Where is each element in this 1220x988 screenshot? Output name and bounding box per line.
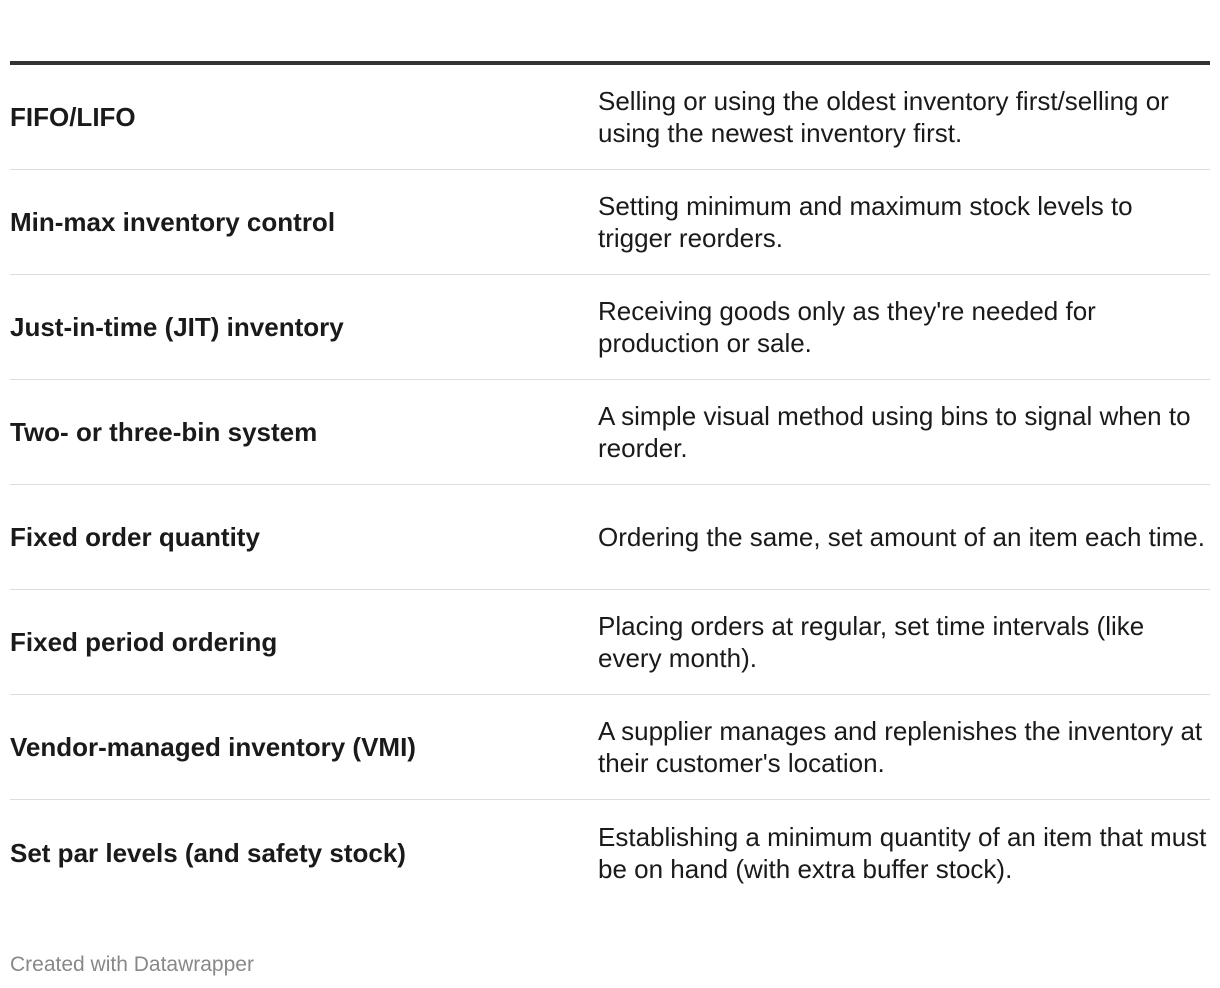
method-description: Setting minimum and maximum stock levels to trigger reorders. bbox=[598, 191, 1133, 253]
method-name: Two- or three-bin system bbox=[10, 417, 318, 447]
method-name: Vendor-managed inventory (VMI) bbox=[10, 732, 416, 762]
method-description: Selling or using the oldest inventory first/selling or using the newest inventory first. bbox=[598, 86, 1169, 148]
table-row bbox=[10, 275, 1210, 380]
inventory-methods-table bbox=[10, 61, 1210, 905]
table-row bbox=[10, 65, 1210, 170]
method-name: Fixed period ordering bbox=[10, 627, 278, 657]
method-description: Placing orders at regular, set time intervals (like every month). bbox=[598, 611, 1145, 673]
datawrapper-credit: Created with Datawrapper bbox=[10, 953, 254, 976]
method-name: Min-max inventory control bbox=[10, 207, 336, 237]
method-description: A supplier manages and replenishes the inventory at their customer's location. bbox=[598, 716, 1203, 778]
table-row bbox=[10, 590, 1210, 695]
method-name: FIFO/LIFO bbox=[10, 102, 136, 132]
method-name: Fixed order quantity bbox=[10, 522, 260, 552]
method-description: Establishing a minimum quantity of an item that must be on hand (with extra buffer stock). bbox=[598, 821, 1207, 884]
method-description: A simple visual method using bins to signal when to reorder. bbox=[598, 401, 1191, 463]
table-row bbox=[10, 695, 1210, 800]
table-row bbox=[10, 170, 1210, 275]
method-description: Receiving goods only as they're needed for production or sale. bbox=[598, 296, 1096, 358]
table-row bbox=[10, 485, 1210, 590]
table-row bbox=[10, 800, 1210, 905]
table-row bbox=[10, 380, 1210, 485]
method-description: Ordering the same, set amount of an item each time. bbox=[598, 522, 1205, 552]
method-name: Set par levels (and safety stock) bbox=[10, 837, 406, 868]
method-name: Just-in-time (JIT) inventory bbox=[10, 312, 344, 342]
